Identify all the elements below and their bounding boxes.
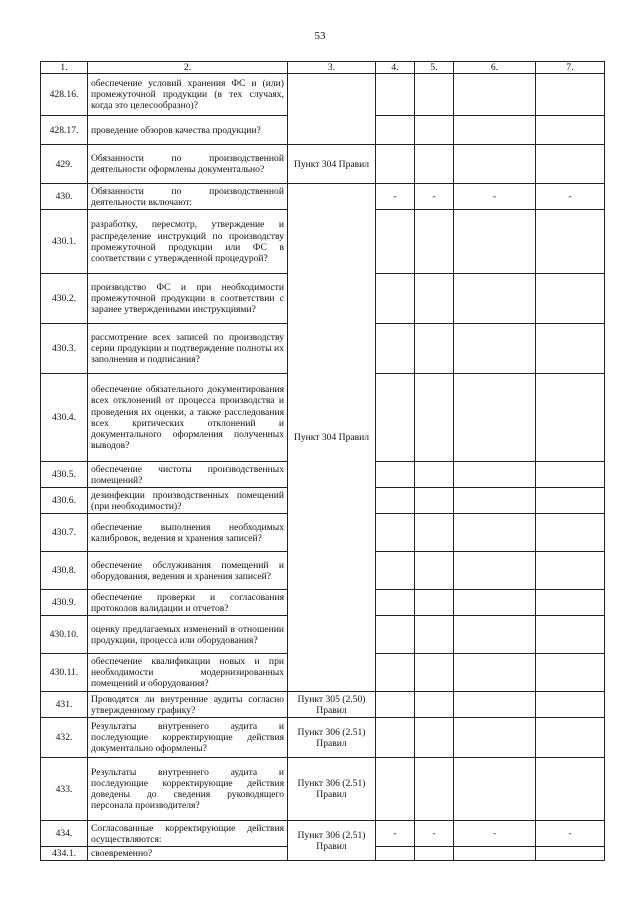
check-cell bbox=[415, 654, 454, 692]
check-cell bbox=[536, 374, 605, 462]
table-row bbox=[41, 821, 605, 847]
item-number: 428.17. bbox=[41, 116, 88, 145]
item-text: Согласованные корректирующие действия осуществляются: bbox=[88, 821, 288, 847]
check-cell bbox=[415, 145, 454, 184]
check-cell bbox=[536, 210, 605, 274]
check-cell bbox=[454, 718, 536, 758]
page-number: 53 bbox=[314, 30, 326, 42]
check-cell bbox=[454, 116, 536, 145]
requirements-table bbox=[40, 61, 605, 861]
item-text: рассмотрение всех записей по производству серии продукции и подтверждение полноты их заполнения и подписания? bbox=[88, 324, 288, 374]
check-cell bbox=[376, 324, 415, 374]
check-cell bbox=[376, 74, 415, 116]
item-number: 430.9. bbox=[41, 590, 88, 616]
item-text: обеспечение чистоты производственных помещений? bbox=[88, 462, 288, 488]
reference-cell bbox=[288, 74, 376, 145]
check-cell bbox=[536, 462, 605, 488]
item-text: Обязанности по производственной деятельности включают: bbox=[88, 184, 288, 210]
item-text: разработку, пересмотр, утверждение и распределение инструкций по производству промежуточной продукции или ФС в соответствии с утвержденной процедурой? bbox=[88, 210, 288, 274]
item-text: обеспечение проверки и согласования протоколов валидации и отчетов? bbox=[88, 590, 288, 616]
table-row bbox=[41, 145, 605, 184]
check-cell bbox=[536, 590, 605, 616]
check-cell bbox=[415, 462, 454, 488]
item-text: Результаты внутреннего аудита и последующие корректирующие действия документально оформлены? bbox=[88, 718, 288, 758]
table-header-row bbox=[41, 62, 605, 74]
check-cell bbox=[454, 692, 536, 718]
dash-mark: - bbox=[415, 821, 454, 847]
check-cell bbox=[415, 74, 454, 116]
check-cell bbox=[454, 462, 536, 488]
item-number: 430.4. bbox=[41, 374, 88, 462]
dash-mark: - bbox=[415, 184, 454, 210]
check-cell bbox=[415, 488, 454, 514]
check-cell bbox=[454, 488, 536, 514]
item-text: Обязанности по производственной деятельности оформлены документально? bbox=[88, 145, 288, 184]
dash-mark: - bbox=[454, 821, 536, 847]
check-cell bbox=[376, 616, 415, 654]
item-text: Проводятся ли внутренние аудиты согласно утвержденному графику? bbox=[88, 692, 288, 718]
check-cell bbox=[376, 654, 415, 692]
table-row bbox=[41, 74, 605, 116]
column-header: 5. bbox=[415, 62, 454, 74]
column-header: 4. bbox=[376, 62, 415, 74]
check-cell bbox=[454, 616, 536, 654]
check-cell bbox=[376, 145, 415, 184]
check-cell bbox=[376, 374, 415, 462]
table-row bbox=[41, 758, 605, 821]
item-number: 430. bbox=[41, 184, 88, 210]
check-cell bbox=[376, 210, 415, 274]
column-header: 6. bbox=[454, 62, 536, 74]
check-cell bbox=[376, 590, 415, 616]
item-number: 430.11. bbox=[41, 654, 88, 692]
item-text: проведение обзоров качества продукции? bbox=[88, 116, 288, 145]
reference-cell: Пункт 304 Правил bbox=[288, 145, 376, 184]
item-number: 433. bbox=[41, 758, 88, 821]
item-number: 430.2. bbox=[41, 274, 88, 324]
check-cell bbox=[536, 616, 605, 654]
check-cell bbox=[454, 374, 536, 462]
item-text: обеспечение условий хранения ФС и (или) промежуточной продукции (в тех случаях, когда это целесообразно)? bbox=[88, 74, 288, 116]
check-cell bbox=[376, 462, 415, 488]
check-cell bbox=[454, 552, 536, 590]
table-row bbox=[41, 184, 605, 210]
check-cell bbox=[536, 514, 605, 552]
item-number: 430.10. bbox=[41, 616, 88, 654]
check-cell bbox=[415, 210, 454, 274]
check-cell bbox=[415, 324, 454, 374]
check-cell bbox=[415, 718, 454, 758]
item-number: 430.7. bbox=[41, 514, 88, 552]
item-text: своевременно? bbox=[88, 847, 288, 861]
column-header: 7. bbox=[536, 62, 605, 74]
check-cell bbox=[536, 145, 605, 184]
check-cell bbox=[376, 552, 415, 590]
check-cell bbox=[415, 758, 454, 821]
dash-mark: - bbox=[376, 821, 415, 847]
check-cell bbox=[376, 488, 415, 514]
check-cell bbox=[454, 74, 536, 116]
check-cell bbox=[536, 654, 605, 692]
item-number: 430.8. bbox=[41, 552, 88, 590]
reference-cell: Пункт 304 Правил bbox=[288, 184, 376, 692]
reference-cell: Пункт 305 (2.50) Правил bbox=[288, 692, 376, 718]
item-number: 432. bbox=[41, 718, 88, 758]
check-cell bbox=[454, 274, 536, 324]
check-cell bbox=[536, 692, 605, 718]
check-cell bbox=[415, 552, 454, 590]
column-header: 3. bbox=[288, 62, 376, 74]
check-cell bbox=[454, 758, 536, 821]
check-cell bbox=[536, 324, 605, 374]
dash-mark: - bbox=[376, 184, 415, 210]
check-cell bbox=[454, 145, 536, 184]
column-header: 1. bbox=[41, 62, 88, 74]
check-cell bbox=[415, 374, 454, 462]
item-text: Результаты внутреннего аудита и последующие корректирующие действия доведены до сведения руководящего персонала производителя? bbox=[88, 758, 288, 821]
item-number: 429. bbox=[41, 145, 88, 184]
item-text: производство ФС и при необходимости промежуточной продукции в соответствии с заранее утвержденными инструкциями? bbox=[88, 274, 288, 324]
item-number: 430.5. bbox=[41, 462, 88, 488]
check-cell bbox=[454, 847, 536, 861]
item-number: 434. bbox=[41, 821, 88, 847]
check-cell bbox=[415, 274, 454, 324]
reference-cell: Пункт 306 (2.51) Правил bbox=[288, 718, 376, 758]
check-cell bbox=[415, 692, 454, 718]
item-number: 428.16. bbox=[41, 74, 88, 116]
check-cell bbox=[376, 274, 415, 324]
table-row bbox=[41, 692, 605, 718]
check-cell bbox=[415, 616, 454, 654]
check-cell bbox=[376, 718, 415, 758]
column-header: 2. bbox=[88, 62, 288, 74]
item-number: 430.3. bbox=[41, 324, 88, 374]
check-cell bbox=[536, 758, 605, 821]
dash-mark: - bbox=[536, 821, 605, 847]
check-cell bbox=[415, 847, 454, 861]
check-cell bbox=[415, 514, 454, 552]
item-number: 431. bbox=[41, 692, 88, 718]
check-cell bbox=[536, 718, 605, 758]
check-cell bbox=[454, 324, 536, 374]
item-text: обеспечение обслуживания помещений и оборудования, ведения и хранения записей? bbox=[88, 552, 288, 590]
table-row bbox=[41, 718, 605, 758]
check-cell bbox=[376, 514, 415, 552]
check-cell bbox=[376, 116, 415, 145]
check-cell bbox=[415, 116, 454, 145]
check-cell bbox=[454, 514, 536, 552]
check-cell bbox=[536, 488, 605, 514]
check-cell bbox=[536, 74, 605, 116]
item-number: 430.6. bbox=[41, 488, 88, 514]
dash-mark: - bbox=[536, 184, 605, 210]
check-cell bbox=[376, 692, 415, 718]
reference-cell: Пункт 306 (2.51) Правил bbox=[288, 821, 376, 861]
item-number: 434.1. bbox=[41, 847, 88, 861]
check-cell bbox=[454, 210, 536, 274]
item-text: обеспечение квалификации новых и при необходимости модернизированных помещений и оборудования? bbox=[88, 654, 288, 692]
check-cell bbox=[536, 552, 605, 590]
check-cell bbox=[536, 116, 605, 145]
check-cell bbox=[536, 847, 605, 861]
check-cell bbox=[536, 274, 605, 324]
check-cell bbox=[454, 654, 536, 692]
check-cell bbox=[454, 590, 536, 616]
dash-mark: - bbox=[454, 184, 536, 210]
item-text: оценку предлагаемых изменений в отношении продукции, процесса или оборудования? bbox=[88, 616, 288, 654]
item-number: 430.1. bbox=[41, 210, 88, 274]
check-cell bbox=[376, 758, 415, 821]
item-text: обеспечение выполнения необходимых калибровок, ведения и хранения записей? bbox=[88, 514, 288, 552]
check-cell bbox=[376, 847, 415, 861]
item-text: обеспечение обязательного документирования всех отклонений от процесса производства и проведения их оценки, а также расследования всех критических отклонений и документального оформления полученных выводов? bbox=[88, 374, 288, 462]
check-cell bbox=[415, 590, 454, 616]
reference-cell: Пункт 306 (2.51) Правил bbox=[288, 758, 376, 821]
item-text: дезинфекции производственных помещений (при необходимости)? bbox=[88, 488, 288, 514]
